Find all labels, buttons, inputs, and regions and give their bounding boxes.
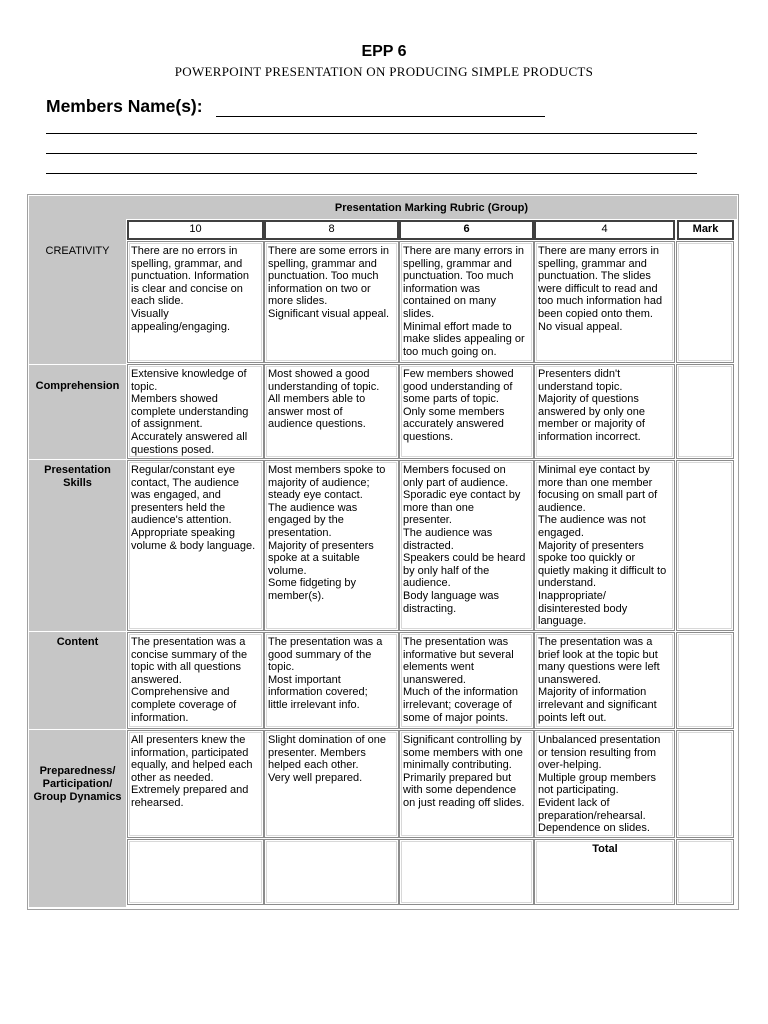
empty-cell [264, 839, 399, 905]
rubric-cell-line: Slight domination of one [268, 734, 387, 746]
rubric-cell-line: of assignment. [131, 418, 203, 431]
rubric-cell-line: Regular/constant eye [131, 464, 235, 476]
rubric-cell [264, 632, 399, 729]
rubric-cell-line: Majority of questions [538, 393, 639, 406]
rubric-cell-line: topic. [131, 380, 158, 393]
rubric-cell-line: presenters held the [131, 501, 226, 514]
rubric-cell-line: information, participated [131, 746, 249, 759]
rubric-cell-line: The presentation was a [538, 636, 653, 648]
rubric-cell-line: too much information had [538, 295, 663, 308]
rubric-caption: Presentation Marking Rubric (Group) [334, 202, 529, 214]
rubric-cell-line: Evident lack of [538, 796, 610, 809]
rubric-cell-line: many questions were left [538, 661, 660, 674]
rubric-cell [534, 364, 675, 459]
rubric-cell-line: engaged by the [268, 514, 344, 527]
rubric-cell [264, 460, 399, 631]
score-column-header: 6 [399, 220, 534, 240]
rubric-cell-line: unanswered. [403, 673, 466, 686]
rubric-cell-line: Accurately answered all [131, 430, 248, 443]
rubric-cell-line: spelling, grammar and [268, 257, 377, 270]
rubric-cell-line: topic with all questions [131, 661, 242, 674]
rubric-cell-line: only part of audience. [403, 476, 509, 489]
rubric-cell-line: Appropriate speaking [131, 526, 235, 539]
rubric-cell-line: quietly making it difficult to [538, 564, 667, 577]
rubric-cell-line: The audience was [403, 526, 493, 539]
rubric-cell [399, 364, 534, 459]
rubric-cell-line: Significant controlling by [403, 734, 522, 746]
criteria-divider [29, 364, 126, 365]
members-name-blank-line [216, 116, 545, 117]
rubric-cell-line: more than one [403, 501, 474, 514]
rubric-cell-line: other as needed. [131, 771, 214, 784]
mark-input-cell[interactable] [676, 460, 734, 631]
rubric-cell-line: majority of audience; [268, 476, 370, 489]
rubric-cell-line: on just reading off slides. [403, 796, 525, 809]
members-name-label: Members Name(s): [46, 96, 203, 116]
rubric-cell-line: punctuation. Information [131, 270, 250, 283]
rubric-cell-line: more than one member [538, 476, 653, 489]
rubric-cell-line: or tension resulting from [538, 746, 656, 759]
rubric-cell [264, 364, 399, 459]
rubric-cell-line: Majority of presenters [538, 539, 644, 552]
rubric-cell-line: Much of the information [403, 686, 518, 699]
rubric-cell [264, 730, 399, 838]
rubric-cell-line: by only half of the [403, 564, 490, 577]
rubric-cell-line: member or majority of [538, 418, 645, 431]
criterion-label-creativity: CREATIVITY [45, 245, 110, 257]
rubric-cell [534, 460, 675, 631]
rubric-cell-line: equally, and helped each [131, 759, 253, 772]
mark-input-cell[interactable] [676, 364, 734, 459]
rubric-cell [399, 730, 534, 838]
rubric-cell-line: presenter. Members [268, 746, 366, 759]
rubric-cell-line: spoke too quickly or [538, 552, 636, 565]
rubric-cell [399, 241, 534, 363]
rubric-cell-line: unanswered. [538, 673, 601, 686]
rubric-cell-line: helped each other. [268, 759, 359, 772]
rubric-cell-line: information incorrect. [538, 430, 641, 443]
rubric-cell-line: some members with one [403, 746, 523, 759]
rubric-cell-line: The audience was [268, 501, 358, 514]
rubric-cell-line: over-helping. [538, 759, 602, 772]
rubric-cell-line: questions. [403, 430, 454, 443]
rubric-cell-line: appealing/engaging. [131, 320, 231, 333]
rubric-cell-line: Only some members [403, 405, 505, 418]
rubric-cell-line: punctuation. The slides [538, 270, 651, 283]
rubric-cell-line: make slides appealing or [403, 333, 525, 346]
rubric-cell-line: information covered; [268, 686, 368, 699]
rubric-cell-line: Primarily prepared but [403, 771, 512, 784]
rubric-cell-line: The presentation was [403, 636, 509, 648]
rubric-cell-line: engaged. [538, 526, 584, 539]
rubric-cell-line: member(s). [268, 589, 325, 602]
rubric-cell-line: There are some errors in [268, 245, 390, 257]
rubric-cell-line: topic. [268, 661, 295, 674]
rubric-cell-line: contact, The audience [131, 476, 240, 489]
rubric-cell-line: audience. [538, 501, 586, 514]
criterion-label-preparedness: Preparedness/ Participation/ Group Dynamics [33, 765, 122, 803]
rubric-cell-line: Members focused on [403, 464, 506, 476]
rubric-cell-line: information was [403, 282, 481, 295]
rubric-cell-line: informative but several [403, 648, 514, 661]
rubric-cell-line: No visual appeal. [538, 320, 623, 333]
rubric-cell-line: There are many errors in [538, 245, 660, 257]
document-subtitle: POWERPOINT PRESENTATION ON PRODUCING SIMPLE PRODUCTS [174, 64, 594, 79]
rubric-cell-line: All presenters knew the [131, 734, 246, 746]
rubric-cell-line: There are many errors in [403, 245, 525, 257]
rubric-cell-line: Minimal effort made to [403, 320, 512, 333]
rubric-cell-line: slides. [403, 307, 435, 320]
rubric-cell-line: punctuation. Too much [403, 270, 514, 283]
rubric-cell-line: Presenters didn't [538, 368, 621, 380]
rubric-cell-line: answered by only one [538, 405, 646, 418]
criteria-divider [29, 729, 126, 730]
rubric-cell-line: contained on many [403, 295, 496, 308]
rubric-cell-line: Majority of information [538, 686, 647, 699]
rubric-cell [127, 632, 264, 729]
rubric-cell-line: irrelevant; coverage of [403, 698, 512, 711]
rubric-cell-line: distracted. [403, 539, 454, 552]
criteria-divider [29, 631, 126, 632]
rubric-cell [534, 632, 675, 729]
rubric-cell-line: Speakers could be heard [403, 552, 526, 565]
criterion-label-comprehension: Comprehension [35, 380, 120, 392]
mark-column-header: Mark [677, 220, 734, 240]
rubric-cell-line: was engaged, and [131, 489, 221, 502]
rubric-cell [127, 364, 264, 459]
mark-input-cell[interactable] [676, 730, 734, 838]
score-column-header: 10 [127, 220, 264, 240]
rubric-cell-line: information. [131, 711, 189, 724]
members-name-blank-line [46, 133, 697, 134]
rubric-cell-line: There are no errors in [131, 245, 238, 257]
members-name-blank-line [46, 173, 697, 174]
rubric-cell-line: understand topic. [538, 380, 623, 393]
rubric-cell-line: complete coverage of [131, 698, 237, 711]
rubric-cell-line: Most important [268, 673, 341, 686]
rubric-cell-line: Minimal eye contact by [538, 464, 650, 476]
rubric-cell-line: understanding of topic. [268, 380, 380, 393]
rubric-cell-line: distracting. [403, 602, 457, 615]
empty-cell [127, 839, 264, 905]
rubric-cell-line: with some dependence [403, 784, 517, 797]
rubric-cell-line: volume. [268, 564, 307, 577]
rubric-cell-line: Comprehensive and [131, 686, 230, 699]
rubric-cell-line: All members able to [268, 393, 366, 406]
criteria-divider [29, 459, 126, 460]
rubric-cell-line: Most showed a good [268, 368, 370, 380]
rubric-cell-line: presenter. [403, 514, 452, 527]
rubric-cell-line: good summary of the [268, 648, 372, 661]
rubric-cell-line: elements went [403, 661, 474, 674]
rubric-cell-line: points left out. [538, 711, 607, 724]
rubric-cell-line: rehearsed. [131, 796, 184, 809]
rubric-cell-line: spoke at a suitable [268, 552, 360, 565]
rubric-cell-line: complete understanding [131, 405, 249, 418]
rubric-cell-line: steady eye contact. [268, 489, 363, 502]
rubric-cell-line: Extensive knowledge of [131, 368, 247, 380]
rubric-cell-line: presentation. [268, 526, 332, 539]
score-column-header: 4 [534, 220, 675, 240]
rubric-cell-line: spelling, grammar and [538, 257, 647, 270]
rubric-cell-line: too much going on. [403, 345, 497, 358]
rubric-cell-line: The presentation was a [131, 636, 246, 648]
rubric-cell-line: irrelevant and significant [538, 698, 657, 711]
document-title: EPP 6 [361, 43, 407, 60]
rubric-cell-line: preparation/rehearsal. [538, 809, 646, 822]
rubric-cell [534, 241, 675, 363]
rubric-cell-line: spelling, grammar and [403, 257, 512, 270]
rubric-cell-line: Dependence on slides. [538, 822, 650, 835]
rubric-cell-line: minimally contributing. [403, 759, 512, 772]
rubric-cell-line: audience questions. [268, 418, 366, 431]
criterion-label-content: Content [56, 636, 99, 648]
rubric-cell-line: some parts of topic. [403, 393, 499, 406]
rubric-cell [399, 460, 534, 631]
rubric-cell-line: Visually [131, 307, 169, 320]
rubric-cell-line: been copied onto them. [538, 307, 653, 320]
rubric-cell-line: audience's attention. [131, 514, 232, 527]
rubric-cell-line: Some fidgeting by [268, 577, 357, 590]
rubric-cell-line: Multiple group members [538, 771, 656, 784]
rubric-cell [127, 460, 264, 631]
rubric-cell-line: Sporadic eye contact by [403, 489, 521, 502]
rubric-cell-line: volume & body language. [131, 539, 256, 552]
rubric-cell-line: accurately answered [403, 418, 504, 431]
rubric-cell-line: each slide. [131, 295, 184, 308]
rubric-cell-line: Unbalanced presentation [538, 734, 661, 746]
rubric-cell-line: good understanding of [403, 380, 513, 393]
rubric-cell-line: The audience was not [538, 514, 646, 527]
members-name-blank-line [46, 153, 697, 154]
rubric-cell-line: answer most of [268, 405, 343, 418]
rubric-cell-line: Significant visual appeal. [268, 307, 390, 320]
rubric-cell [127, 241, 264, 363]
rubric-cell-line: were difficult to read and [538, 282, 658, 295]
rubric-cell-line: answered. [131, 673, 182, 686]
rubric-cell-line: disinterested body [538, 602, 628, 615]
rubric-cell-line: focusing on small part of [538, 489, 658, 502]
rubric-cell-line: Very well prepared. [268, 771, 363, 784]
rubric-cell [127, 730, 264, 838]
rubric-cell-line: spelling, grammar, and [131, 257, 243, 270]
total-mark-input-cell[interactable] [676, 839, 734, 905]
rubric-cell-line: Extremely prepared and [131, 784, 249, 797]
rubric-cell-line: Inappropriate/ [538, 589, 606, 602]
mark-input-cell[interactable] [676, 241, 734, 363]
rubric-cell-line: concise summary of the [131, 648, 248, 661]
rubric-cell-line: Few members showed [403, 368, 514, 380]
rubric-cell-line: Body language was [403, 589, 500, 602]
rubric-cell-line: brief look at the topic but [538, 648, 658, 661]
rubric-cell [399, 632, 534, 729]
score-column-header: 8 [264, 220, 399, 240]
mark-input-cell[interactable] [676, 632, 734, 729]
rubric-cell-line: Most members spoke to [268, 464, 386, 476]
empty-cell [399, 839, 534, 905]
rubric-cell-line: little irrelevant info. [268, 698, 360, 711]
rubric-cell-line: more slides. [268, 295, 328, 308]
rubric-cell-line: punctuation. Too much [268, 270, 379, 283]
rubric-cell-line: language. [538, 615, 587, 628]
rubric-cell-line: Majority of presenters [268, 539, 374, 552]
rubric-cell-line: Members showed [131, 393, 218, 406]
rubric-cell [534, 730, 675, 838]
rubric-cell [264, 241, 399, 363]
rubric-cell-line: understand. [538, 577, 597, 590]
rubric-cell-line: not participating. [538, 784, 619, 797]
rubric-cell-line: questions posed. [131, 443, 215, 456]
criterion-label-presentation-skills: Presentation Skills [44, 464, 111, 489]
rubric-cell-line: The presentation was a [268, 636, 383, 648]
rubric-cell-line: some of major points. [403, 711, 509, 724]
total-label: Total [592, 843, 618, 855]
rubric-cell-line: information on two or [268, 282, 371, 295]
rubric-cell-line: is clear and concise on [131, 282, 243, 295]
rubric-cell-line: audience. [403, 577, 451, 590]
